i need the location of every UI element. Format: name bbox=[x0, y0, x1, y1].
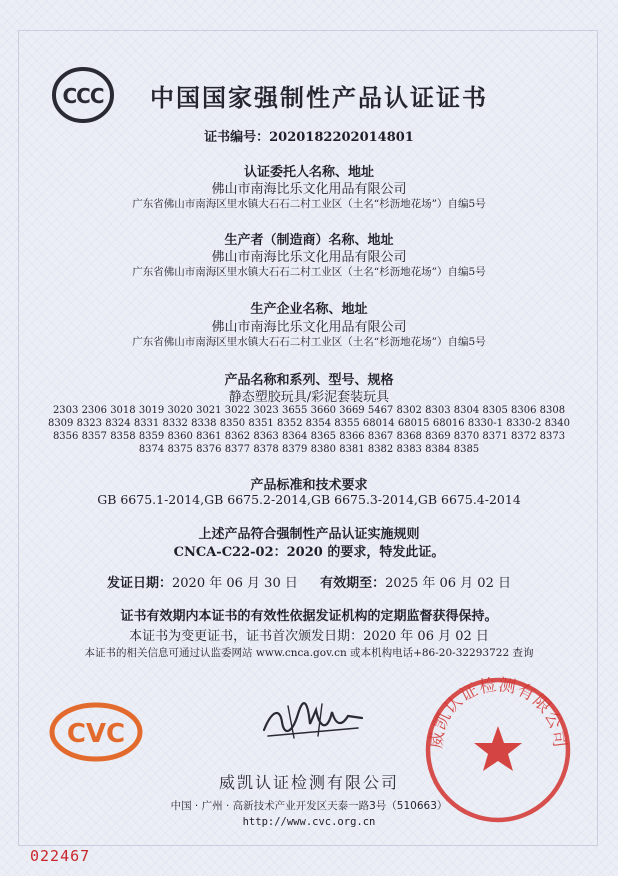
standards-heading: 产品标准和技术要求 bbox=[250, 478, 368, 493]
product-models-line: 8309 8323 8324 8331 8332 8338 8350 8351 8352 8354 8355 68014 68015 68016 8330-1 8330-2 8340 bbox=[47, 418, 571, 429]
conformity-line-2: CNCA-C22-02：2020 的要求，特发此证。 bbox=[173, 545, 445, 560]
applicant-name: 佛山市南海比乐文化用品有限公司 bbox=[211, 182, 407, 197]
manufacturer-heading: 生产者（制造商）名称、地址 bbox=[224, 233, 394, 248]
serial-number: 022467 bbox=[30, 847, 91, 865]
factory-heading: 生产企业名称、地址 bbox=[250, 302, 368, 317]
expiry-date-label: 有效期至： bbox=[320, 576, 386, 591]
cvc-logo-text: CVC bbox=[66, 719, 126, 749]
factory-address: 广东省佛山市南海区里水镇大石石二村工业区（土名“杉沥地花场”）自编5号 bbox=[132, 336, 486, 348]
ccc-logo bbox=[52, 66, 114, 124]
issuer-name: 威凯认证检测有限公司 bbox=[218, 773, 399, 792]
issue-date-value: 2020 年 06 月 30 日 bbox=[172, 576, 298, 591]
manufacturer-address: 广东省佛山市南海区里水镇大石石二村工业区（土名“杉沥地花场”）自编5号 bbox=[132, 266, 486, 278]
change-note: 本证书为变更证书，证书首次颁发日期：2020 年 06 月 02 日 bbox=[129, 629, 489, 644]
signature bbox=[258, 700, 368, 742]
applicant-heading: 认证委托人名称、地址 bbox=[243, 165, 374, 180]
product-models-line: 8374 8375 8376 8377 8378 8379 8380 8381 8382 8383 8384 8385 bbox=[138, 444, 480, 455]
factory-name: 佛山市南海比乐文化用品有限公司 bbox=[211, 320, 407, 335]
issuer-url: http://www.cvc.org.cn bbox=[242, 816, 376, 828]
issuer-address: 中国 · 广州 · 高新技术产业开发区天泰一路3号（510663） bbox=[170, 800, 448, 812]
seal-text: 威凯认证检测有限公司 bbox=[426, 676, 570, 750]
conformity-line-1: 上述产品符合强制性产品认证实施规则 bbox=[198, 527, 420, 542]
standards-text: GB 6675.1-2014,GB 6675.2-2014,GB 6675.3-2014,GB 6675.4-2014 bbox=[97, 492, 521, 507]
manufacturer-name: 佛山市南海比乐文化用品有限公司 bbox=[211, 250, 407, 265]
expiry-date-value: 2025 年 06 月 02 日 bbox=[385, 576, 511, 591]
product-name: 静态塑胶玩具/彩泥套装玩具 bbox=[228, 390, 390, 405]
dates-row bbox=[0, 572, 618, 591]
query-note: 本证书的相关信息可通过认监委网站 www.cnca.gov.cn 或本机构电话+86-20-32293722 查询 bbox=[84, 647, 534, 659]
validity-note: 证书有效期内本证书的有效性依据发证机构的定期监督获得保持。 bbox=[120, 609, 498, 624]
product-models-line: 2303 2306 3018 3019 3020 3021 3022 3023 3655 3660 3669 5467 8302 8303 8304 8305 8306 8308 bbox=[52, 405, 566, 416]
cvc-logo bbox=[48, 700, 144, 764]
ccc-logo-text: CCC bbox=[62, 84, 104, 108]
issue-date-label: 发证日期： bbox=[107, 576, 173, 591]
applicant-address: 广东省佛山市南海区里水镇大石石二村工业区（土名“杉沥地花场”）自编5号 bbox=[132, 198, 486, 210]
product-models-line: 8356 8357 8358 8359 8360 8361 8362 8363 8364 8365 8366 8367 8368 8369 8370 8371 8372 8373 bbox=[52, 431, 566, 442]
certificate-title: 中国国家强制性产品认证证书 bbox=[150, 84, 488, 112]
seal-star-icon bbox=[474, 726, 522, 771]
product-heading: 产品名称和系列、型号、规格 bbox=[224, 373, 394, 388]
certificate-number: 证书编号：2020182202014801 bbox=[204, 130, 414, 145]
